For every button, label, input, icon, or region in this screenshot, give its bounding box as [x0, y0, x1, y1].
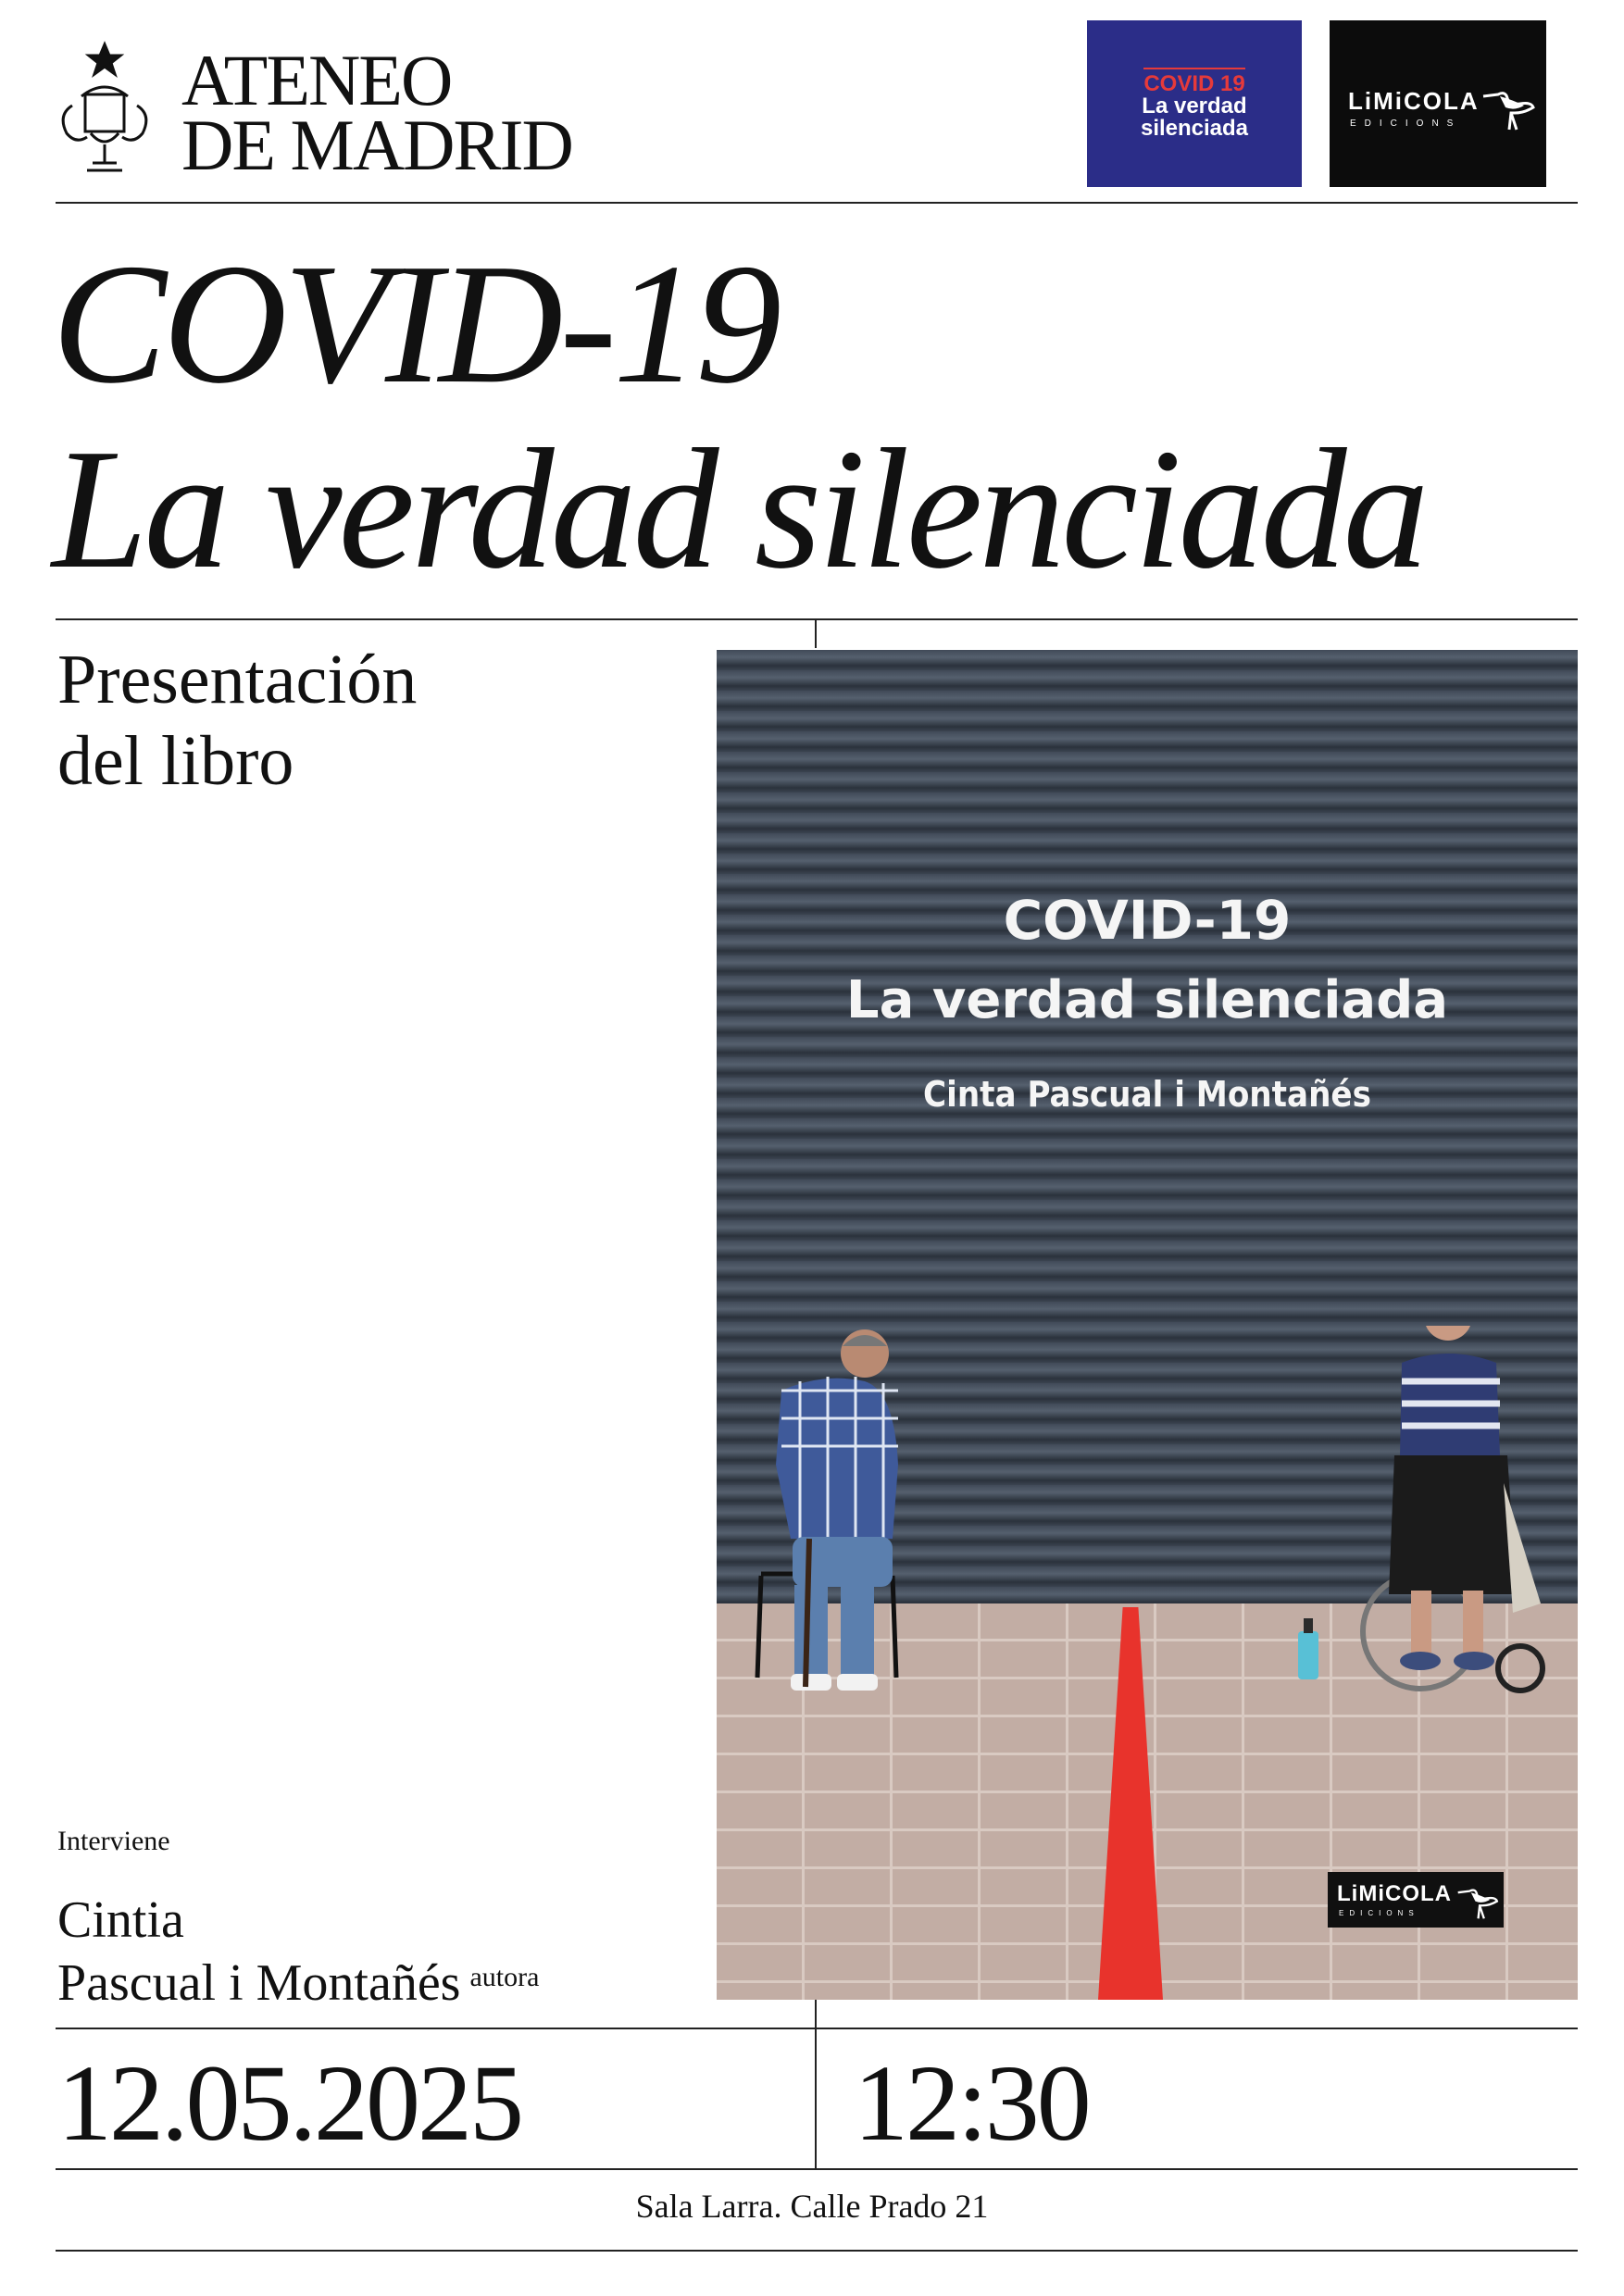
event-title-line1: COVID-19: [52, 229, 779, 419]
cover-title-line1: COVID-19: [1003, 889, 1292, 952]
heron-bird-icon: [1478, 76, 1537, 135]
cover-publisher-subtitle: EDICIONS: [1339, 1909, 1419, 1917]
subtitle-line1: Presentación: [57, 641, 418, 718]
speaker-name-line2: Pascual i Montañés: [57, 1954, 461, 2012]
event-venue: Sala Larra. Calle Prado 21: [635, 2188, 989, 2225]
cover-publisher-logo: [1328, 1872, 1504, 1928]
event-time: 12:30: [854, 2042, 1089, 2164]
heron-bird-icon: [1454, 1876, 1500, 1924]
cover-title-line2: La verdad silenciada: [845, 970, 1449, 1030]
ateneo-crest-logo: [54, 41, 156, 180]
speaker-label: Interviene: [57, 1826, 170, 1856]
badge-covid-line1: COVID 19: [1143, 68, 1244, 95]
subtitle-line2: del libro: [57, 722, 294, 800]
publisher-badge: [1330, 20, 1546, 187]
covid-book-badge: [1087, 20, 1302, 187]
speaker-role: autora: [469, 1962, 540, 1992]
institution-name-line2: DE MADRID: [181, 105, 572, 185]
cover-author: Cinta Pascual i Montañés: [923, 1074, 1371, 1115]
header-divider: [56, 202, 1578, 204]
cover-elderly-figures-illustration: [717, 1326, 1578, 1696]
publisher-subtitle: EDICIONS: [1350, 119, 1462, 129]
event-title: [52, 229, 1426, 605]
publisher-name: LiMiCOLA: [1348, 87, 1480, 115]
event-title-line2: La verdad silenciada: [52, 414, 1426, 605]
title-divider: [56, 618, 1578, 620]
title-divider-tick: [815, 618, 817, 648]
cover-publisher-name: LiMiCOLA: [1337, 1881, 1452, 1906]
institution-name-line1: ATENEO: [181, 40, 452, 120]
speaker-name-line1: Cintia: [57, 1891, 184, 1949]
datetime-separator: [815, 2000, 817, 2168]
datetime-bottom-divider: [56, 2168, 1578, 2170]
badge-covid-line2: La verdad: [1142, 94, 1247, 119]
presentation-subtitle: [57, 639, 417, 802]
datetime-top-divider: [56, 2028, 1578, 2029]
speaker-name: [57, 1889, 539, 2015]
badge-covid-line3: silenciada: [1140, 116, 1249, 141]
institution-name: [181, 40, 572, 185]
footer-divider: [56, 2250, 1578, 2252]
event-date: 12.05.2025: [57, 2042, 521, 2164]
book-cover: [717, 650, 1578, 2000]
